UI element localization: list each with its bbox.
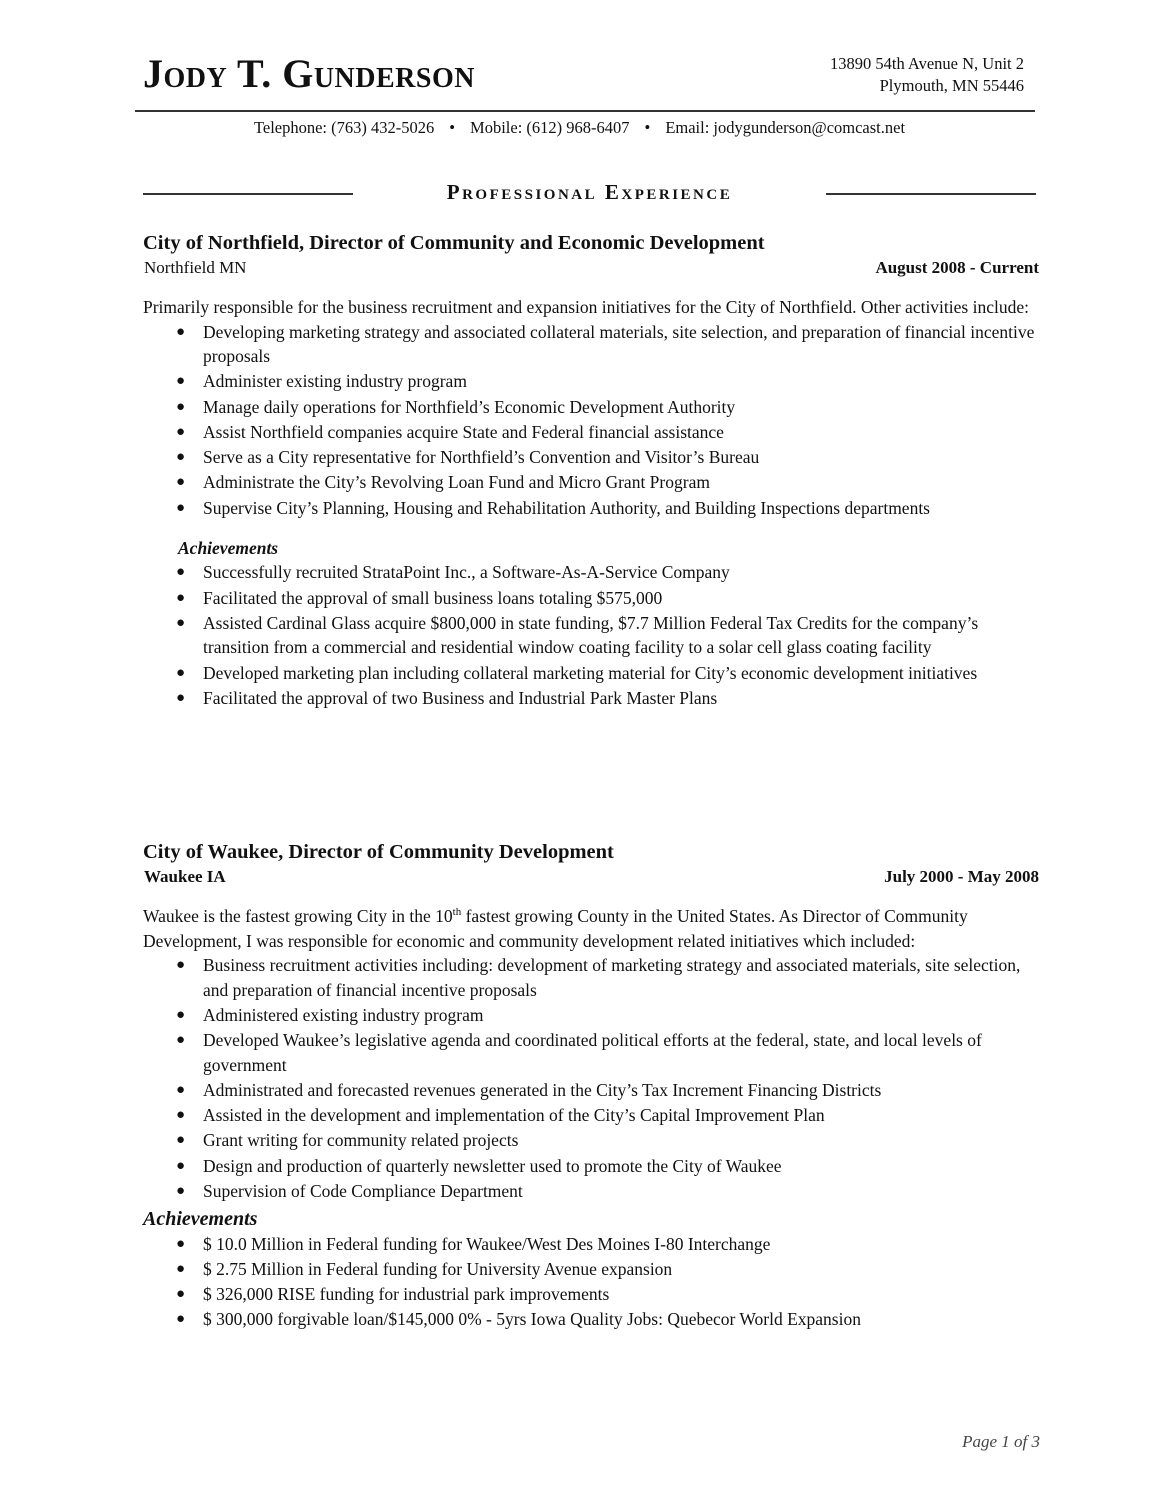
list-item: ● $ 10.0 Million in Federal funding for Waukee/West Des Moines I-80 Interchange xyxy=(203,1232,1039,1257)
bullet-icon: ● xyxy=(176,1235,186,1252)
mobile: Mobile: (612) 968-6407 xyxy=(470,118,630,137)
list-item: ● Serve as a City representative for Northfield’s Convention and Visitor’s Bureau xyxy=(203,445,1039,470)
bullet-separator: • xyxy=(644,118,651,137)
bullet-icon: ● xyxy=(176,689,186,706)
achievements-heading: Achievements xyxy=(178,538,279,559)
job-location: Northfield MN xyxy=(144,258,247,277)
bullet-icon: ● xyxy=(176,373,186,390)
list-item: ● Manage daily operations for Northfield’s Economic Development Authority xyxy=(203,395,1039,420)
bullet-icon: ● xyxy=(176,1157,186,1174)
job-entry xyxy=(143,230,1039,711)
bullet-icon: ● xyxy=(176,323,186,340)
list-item: ● Successfully recruited StrataPoint Inc., a Software-As-A-Service Company xyxy=(203,560,1039,585)
bullet-icon: ● xyxy=(176,614,186,631)
bullet-icon: ● xyxy=(176,589,186,606)
bullet-icon: ● xyxy=(176,957,186,973)
section-title: Professional Experience xyxy=(446,180,733,204)
list-item: ● Facilitated the approval of two Business and Industrial Park Master Plans xyxy=(203,686,1039,711)
list-item: ● Grant writing for community related projects xyxy=(203,1128,1039,1153)
job-entry xyxy=(143,839,1039,1333)
bullet-icon: ● xyxy=(176,1006,186,1023)
bullet-icon: ● xyxy=(176,1286,186,1303)
list-item: ● Administer existing industry program xyxy=(203,369,1039,394)
bullet-icon: ● xyxy=(176,564,186,581)
list-item: ● Supervision of Code Compliance Department xyxy=(203,1179,1039,1204)
list-item: ● Assisted in the development and implementation of the City’s Capital Improvement Plan xyxy=(203,1103,1039,1128)
list-item: ● Assisted Cardinal Glass acquire $800,000 in state funding, $7.7 Million Federal Tax Credits for the company’s transition from a commercial and residential window coating facility to a solar cell glass coating facility xyxy=(176,612,979,658)
list-item: ● Business recruitment activities including: development of marketing strategy and associated materials, site selection, and preparation of financial incentive proposals xyxy=(176,955,1021,1000)
job-meta xyxy=(143,865,1039,889)
candidate-name: Jody T. Gunderson xyxy=(143,51,475,96)
bullet-icon: ● xyxy=(176,1081,186,1098)
bullet-icon: ● xyxy=(176,474,186,491)
list-item: ● Developed Waukee’s legislative agenda and coordinated political efforts at the federal, state, and local levels of government xyxy=(176,1030,982,1075)
bullet-icon: ● xyxy=(176,1107,186,1124)
bullet-icon: ● xyxy=(176,1311,186,1328)
email: Email: jodygunderson@comcast.net xyxy=(665,118,906,137)
achievements-list xyxy=(143,560,1039,710)
job-dates: August 2008 - Current xyxy=(875,258,1039,277)
duties-list xyxy=(143,953,1039,1204)
list-item: ● Facilitated the approval of small business loans totaling $575,000 xyxy=(203,586,1039,611)
address-line-2: Plymouth, MN 55446 xyxy=(879,76,1024,95)
job-intro: Waukee is the fastest growing City in the 10th fastest growing County in the United States. As Director of Community Development, I was responsible for economic and community development related initiatives which included: xyxy=(143,906,968,951)
bullet-separator: • xyxy=(449,118,456,137)
job-location: Waukee IA xyxy=(144,867,226,886)
list-item: ● $ 326,000 RISE funding for industrial park improvements xyxy=(203,1282,1039,1307)
job-title: City of Waukee, Director of Community Development xyxy=(143,841,614,863)
achievements-heading: Achievements xyxy=(143,1207,258,1230)
list-item: ● Design and production of quarterly newsletter used to promote the City of Waukee xyxy=(203,1154,1039,1179)
list-item: ● $ 2.75 Million in Federal funding for University Avenue expansion xyxy=(203,1257,1039,1282)
bullet-icon: ● xyxy=(176,398,186,415)
bullet-icon: ● xyxy=(176,664,186,681)
bullet-icon: ● xyxy=(176,449,186,466)
bullet-icon: ● xyxy=(176,1032,186,1049)
bullet-icon: ● xyxy=(176,1132,186,1149)
list-item: ● Administrate the City’s Revolving Loan Fund and Micro Grant Program xyxy=(203,470,1039,495)
telephone: Telephone: (763) 432-5026 xyxy=(253,118,435,137)
page-number: Page 1 of 3 xyxy=(962,1432,1040,1451)
section-rule-right xyxy=(826,193,1036,195)
header-divider xyxy=(135,110,1035,112)
list-item: ● Developing marketing strategy and associated collateral materials, site selection, and preparation of financial incentive proposals xyxy=(176,321,1035,366)
list-item: ● Administered existing industry program xyxy=(203,1003,1039,1028)
achievements-list xyxy=(143,1232,1039,1332)
list-item: ● Administrated and forecasted revenues generated in the City’s Tax Increment Financing Districts xyxy=(203,1078,1039,1103)
list-item: ● Developed marketing plan including collateral marketing material for City’s economic development initiatives xyxy=(203,661,1039,686)
job-dates: July 2000 - May 2008 xyxy=(884,867,1039,886)
list-item: ● Supervise City’s Planning, Housing and Rehabilitation Authority, and Building Inspections departments xyxy=(203,496,1039,521)
duties-list xyxy=(143,320,1039,521)
address-line-1: 13890 54th Avenue N, Unit 2 xyxy=(829,54,1024,73)
list-item: ● $ 300,000 forgivable loan/$145,000 0% - 5yrs Iowa Quality Jobs: Quebecor World Expansion xyxy=(203,1307,1039,1332)
bullet-icon: ● xyxy=(176,1183,186,1200)
bullet-icon: ● xyxy=(176,423,186,440)
bullet-icon: ● xyxy=(176,1260,186,1277)
contact-line xyxy=(0,117,1159,139)
bullet-icon: ● xyxy=(176,499,186,516)
job-title: City of Northfield, Director of Community and Economic Development xyxy=(143,232,765,254)
job-meta xyxy=(143,256,1039,280)
job-intro: Primarily responsible for the business recruitment and expansion initiatives for the City of Northfield. Other activities include: xyxy=(143,297,1029,317)
section-heading xyxy=(143,178,1036,208)
mailing-address xyxy=(830,53,1024,97)
list-item: ● Assist Northfield companies acquire State and Federal financial assistance xyxy=(203,420,1039,445)
